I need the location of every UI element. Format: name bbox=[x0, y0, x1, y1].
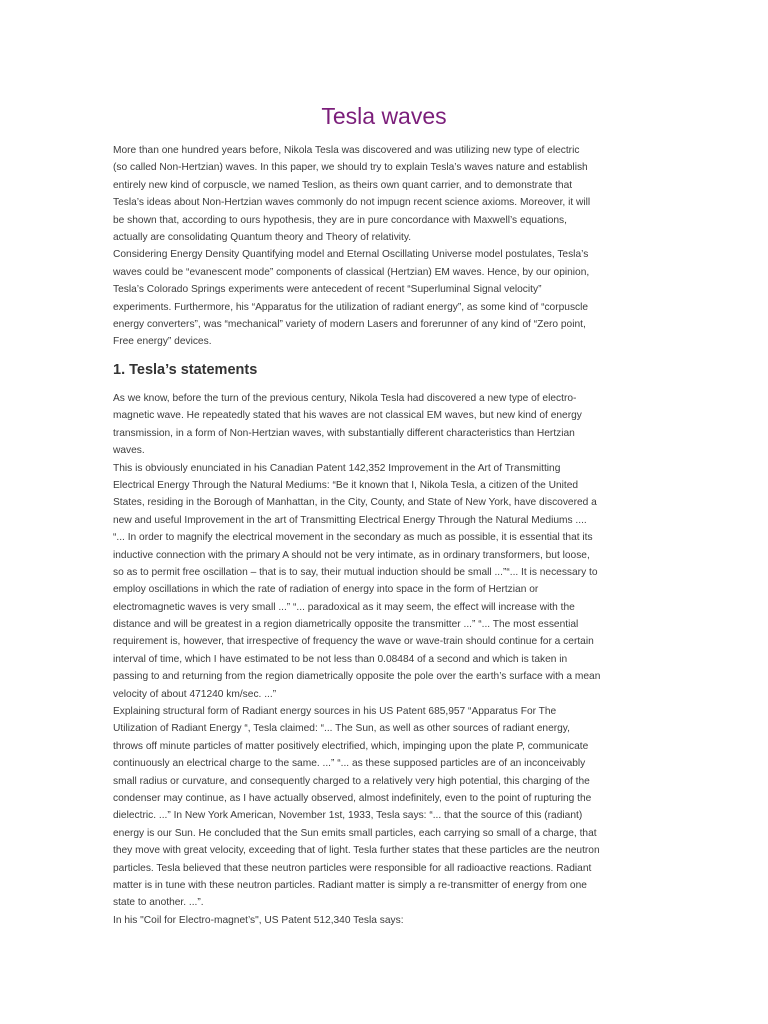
abstract-line: Tesla’s Colorado Springs experiments were antecedent of recent “Superluminal Signal velocity” bbox=[113, 284, 542, 296]
body-line: energy is our Sun. He concluded that the Sun emits small particles, each carrying so small of a charge, that bbox=[113, 827, 597, 839]
abstract-paragraph bbox=[113, 142, 658, 351]
abstract-line: (so called Non-Hertzian) waves. In this paper, we should try to explain Tesla’s waves nature and establish bbox=[113, 162, 588, 174]
abstract-line: Tesla’s ideas about Non-Hertzian waves commonly do not impugn recent science axioms. Moreover, it will bbox=[113, 197, 591, 209]
document-title: Tesla waves bbox=[321, 103, 447, 129]
body-line: States, residing in the Borough of Manhattan, in the City, County, and State of New York, have discovered a bbox=[113, 497, 597, 509]
body-line: employ oscillations in which the rate of radiation of energy into space in the form of Hertzian or bbox=[113, 584, 539, 596]
body-line: transmission, in a form of Non-Hertzian waves, with substantially different characteristics than Hertzian bbox=[113, 427, 575, 439]
body-line: throws off minute particles of matter positively electrified, which, impinging upon the plate P, communicate bbox=[113, 740, 589, 752]
abstract-line: Free energy” devices. bbox=[113, 336, 212, 348]
abstract-line: waves could be “evanescent mode” components of classical (Hertzian) EM waves. Hence, by our opinion, bbox=[113, 266, 590, 278]
body-line: state to another. ...”. bbox=[113, 897, 204, 909]
body-line: electromagnetic waves is very small ...” “... paradoxical as it may seem, the effect will increase with the bbox=[113, 601, 575, 613]
abstract-line: energy converters”, was “mechanical” variety of modern Lasers and forerunner of any kind of “Zero point, bbox=[113, 318, 586, 330]
body-line: particles. Tesla believed that these neutron particles were responsible for all radioactive reactions. Radiant bbox=[113, 862, 592, 874]
body-line: matter is in tune with these neutron particles. Radiant matter is simply a re-transmitter of energy from one bbox=[113, 879, 587, 891]
body-line: “... In order to magnify the electrical movement in the secondary as much as possible, it is essential that its bbox=[113, 532, 593, 544]
body-line: Electrical Energy Through the Natural Mediums: “Be it known that I, Nikola Tesla, a citizen of the United bbox=[113, 479, 579, 491]
body-line: inductive connection with the primary A should not be very intimate, as in ordinary transformers, but loose, bbox=[113, 549, 590, 561]
body-line: condenser may continue, as I have actually observed, almost indefinitely, even to the point of rupturing the bbox=[113, 792, 592, 804]
body-line: Utilization of Radiant Energy “, Tesla claimed: “... The Sun, as well as other sources of radiant energy, bbox=[113, 723, 570, 735]
body-line: requirement is, however, that irrespective of frequency the wave or wave-train should continue for a certain bbox=[113, 636, 594, 648]
body-line: distance and will be greatest in a region diametrically opposite the transmitter ...” “... The most essential bbox=[113, 619, 579, 631]
body-line: interval of time, which I have estimated to be not less than 0.08484 of a second and which is taken in bbox=[113, 653, 568, 665]
body-line: they move with great velocity, exceeding that of light. Tesla further states that these particles are the neutron bbox=[113, 845, 600, 857]
abstract-line: entirely new kind of corpuscle, we named Teslion, as theirs own quant carrier, and to demonstrate that bbox=[113, 179, 573, 191]
body-line: magnetic wave. He repeatedly stated that his waves are not classical EM waves, but new kind of energy bbox=[113, 410, 582, 422]
abstract-line: actually are consolidating Quantum theory and Theory of relativity. bbox=[113, 231, 412, 243]
body-paragraph bbox=[113, 390, 658, 929]
abstract-line: More than one hundred years before, Nikola Tesla was discovered and was utilizing new type of electric bbox=[113, 145, 580, 156]
body-line: velocity of about 471240 km/sec. ...” bbox=[113, 688, 277, 700]
abstract-line: experiments. Furthermore, his “Apparatus for the utilization of radiant energy”, as some kind of “corpuscle bbox=[113, 301, 589, 313]
body-line: As we know, before the turn of the previous century, Nikola Tesla had discovered a new type of electro- bbox=[113, 393, 577, 404]
body-line: This is obviously enunciated in his Canadian Patent 142,352 Improvement in the Art of Transmitting bbox=[113, 462, 561, 474]
body-line: small radius or curvature, and consequently charged to a relatively very high potential, this charging of the bbox=[113, 775, 590, 787]
abstract-line: be shown that, according to ours hypothesis, they are in pure concordance with Maxwell’s equations, bbox=[113, 214, 567, 226]
abstract-line: Considering Energy Density Quantifying model and Eternal Oscillating Universe model postulates, Tesla’s bbox=[113, 249, 589, 261]
body-line: passing to and returning from the region diametrically opposite the pole over the earth’s surface with a mean bbox=[113, 671, 601, 683]
body-line: dielectric. ...” In New York American, November 1st, 1933, Tesla says: “... that the source of this (radiant) bbox=[113, 810, 583, 822]
body-line: continuously an electrical charge to the same. ...” “... as these supposed particles are of an inconceivably bbox=[113, 758, 586, 770]
section-heading: 1. Tesla’s statements bbox=[113, 362, 258, 378]
body-line: Explaining structural form of Radiant energy sources in his US Patent 685,957 “Apparatus For The bbox=[113, 706, 557, 718]
body-line: so as to permit free oscillation – that is to say, their mutual induction should be small ...”“... It is necessary to bbox=[113, 566, 598, 578]
body-line: In his "Coil for Electro-magnet’s", US Patent 512,340 Tesla says: bbox=[113, 914, 404, 926]
body-line: waves. bbox=[113, 445, 145, 457]
body-line: new and useful Improvement in the art of Transmitting Electrical Energy Through the Natural Mediums .... bbox=[113, 514, 587, 526]
